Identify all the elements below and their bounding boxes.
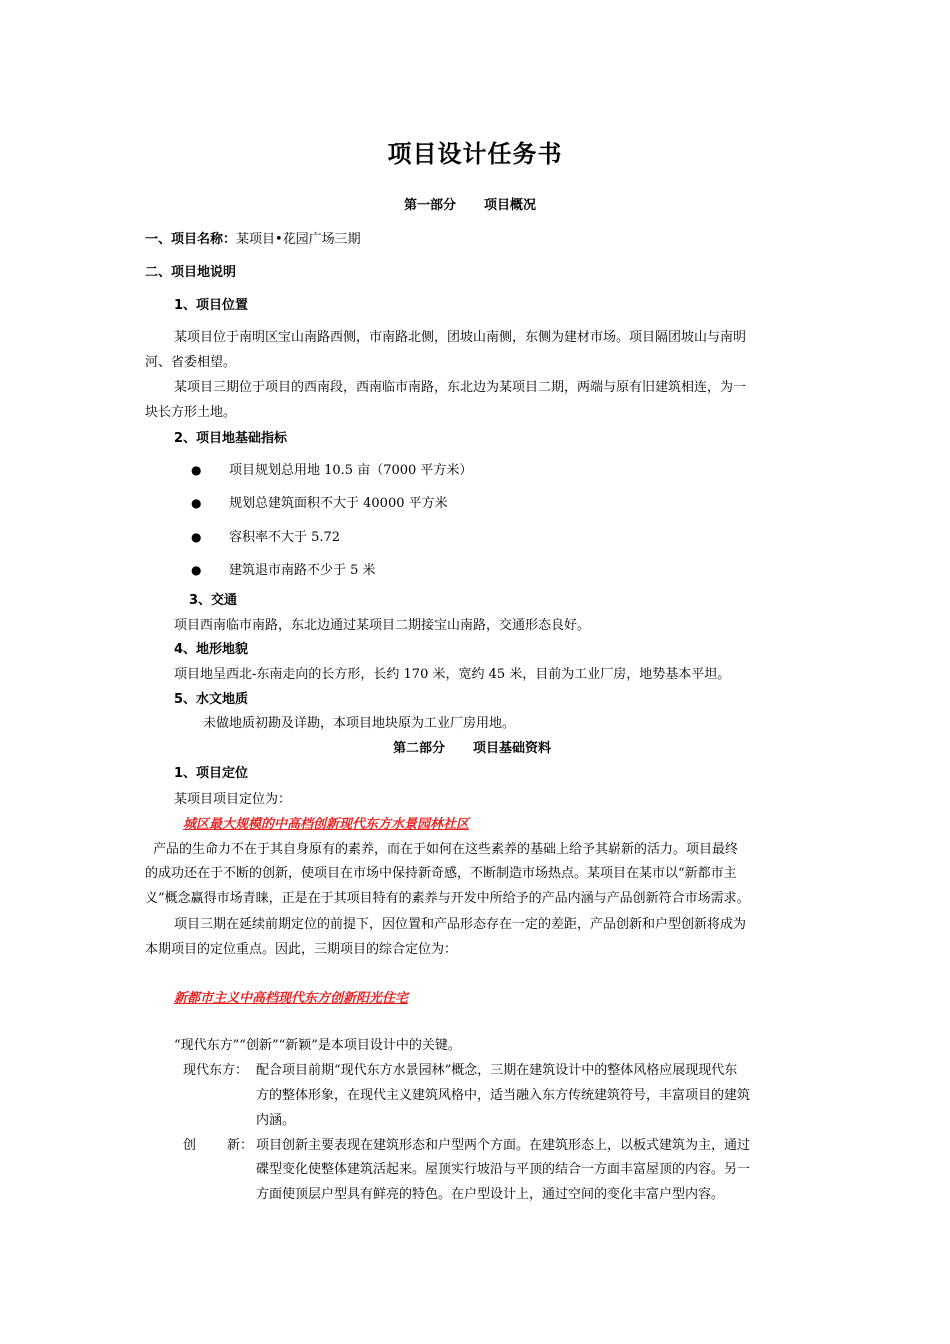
hydrology-text: 未做地质初勘及详勘，本项目地块原为工业厂房用地。 [203, 716, 516, 731]
terrain-text: 项目地呈西北-东南走向的长方形，长约 170 米，宽约 45 米，目前为工业厂房，地势基本平坦。 [174, 667, 731, 682]
keyword-innovation-label-a: 创 [183, 1138, 197, 1153]
keyword-innovation-line1: 项目创新主要表现在建筑形态和户型两个方面。在建筑形态上，以板式建筑为主，通过 [256, 1138, 751, 1153]
keyword-modern-east-label: 现代东方： [183, 1063, 249, 1078]
keyword-innovation-label-b: 新： [227, 1138, 254, 1153]
location-para2-line1: 某项目三期位于项目的西南段，西南临市南路，东北边为某项目二期，两端与原有旧建筑相连，为一 [174, 380, 747, 395]
section2-heading: 二、项目地说明 [145, 265, 237, 280]
terrain-heading: 4、地形地貌 [174, 642, 249, 657]
bullet-icon: ● [191, 463, 202, 477]
indicator-text-2: 规划总建筑面积不大于 40000 平方米 [229, 496, 448, 511]
keyword-modern-east-line3: 内涵。 [256, 1113, 296, 1128]
section1-label: 一、项目名称： [145, 232, 237, 247]
keywords-line: “现代东方”“创新”“新颖”是本项目设计中的关键。 [174, 1038, 461, 1053]
location-para1-line2: 河、省委相望。 [145, 355, 237, 370]
document-title: 项目设计任务书 [387, 140, 563, 168]
location-para2-line2: 块长方形土地。 [145, 405, 237, 420]
section1-line [145, 228, 361, 247]
positioning-slogan: 城区最大规模的中高档创新现代东方水景园林社区 [183, 817, 470, 832]
bullet-icon: ● [191, 563, 202, 577]
part2-name: 项目基础资料 [473, 741, 552, 756]
location-heading: 1、项目位置 [174, 298, 249, 313]
phase3-slogan: 新都市主义中高档现代东方创新阳光住宅 [174, 991, 409, 1006]
positioning-para1-line1: 产品的生命力不在于其自身原有的素养，而在于如何在这些素养的基础上给予其崭新的活力。项目最终 [153, 842, 739, 857]
part2-heading [393, 737, 551, 756]
traffic-text: 项目西南临市南路，东北边通过某项目二期接宝山南路，交通形态良好。 [174, 618, 591, 633]
positioning-para1-line2: 的成功还在于不断的创新，使项目在市场中保持新奇感，不断制造市场热点。某项目在某市以“新都市主 [145, 866, 737, 881]
positioning-para1-line3: 义”概念赢得市场青睐，正是在于其项目特有的素养与开发中所给予的产品内涵与产品创新符合市场需求。 [145, 891, 750, 906]
positioning-heading: 1、项目定位 [174, 766, 249, 781]
keyword-innovation-line2: 碟型变化使整体建筑活起来。屋顶实行坡沿与平顶的结合一方面丰富屋顶的内容。另一 [256, 1162, 751, 1177]
part2-label: 第二部分 [393, 741, 446, 756]
positioning-para2-line2: 本期项目的定位重点。因此，三期项目的综合定位为： [145, 942, 458, 957]
part1-heading [404, 194, 536, 213]
indicator-item [191, 559, 201, 578]
traffic-heading: 3、交通 [189, 593, 238, 608]
positioning-intro: 某项目项目定位为： [174, 792, 292, 807]
indicator-item [191, 526, 201, 545]
indicator-item [191, 492, 201, 511]
bullet-icon: ● [191, 530, 202, 544]
part1-label: 第一部分 [404, 198, 457, 213]
indicator-text-1: 项目规划总用地 10.5 亩（7000 平方米） [229, 463, 473, 478]
keyword-innovation-line3: 方面使顶层户型具有鲜亮的特色。在户型设计上，通过空间的变化丰富户型内容。 [256, 1187, 725, 1202]
indicators-heading: 2、项目地基础指标 [174, 431, 288, 446]
hydrology-heading: 5、水文地质 [174, 692, 249, 707]
keyword-modern-east-line2: 方的整体形象，在现代主义建筑风格中，适当融入东方传统建筑符号，丰富项目的建筑 [256, 1088, 751, 1103]
location-para1-line1: 某项目位于南明区宝山南路西侧，市南路北侧，团坡山南侧，东侧为建材市场。项目隔团坡山与南明 [174, 330, 747, 345]
keyword-modern-east-line1: 配合项目前期“现代东方水景园林”概念，三期在建筑设计中的整体风格应展现现代东 [256, 1063, 738, 1078]
indicator-text-3: 容积率不大于 5.72 [229, 530, 341, 545]
section1-value: 某项目•花园广场三期 [236, 232, 361, 247]
positioning-para2-line1: 项目三期在延续前期定位的前提下，因位置和产品形态存在一定的差距，产品创新和户型创新将成为 [174, 917, 747, 932]
indicator-text-4: 建筑退市南路不少于 5 米 [229, 563, 376, 578]
part1-name: 项目概况 [484, 198, 537, 213]
bullet-icon: ● [191, 496, 202, 510]
indicator-item [191, 459, 201, 478]
